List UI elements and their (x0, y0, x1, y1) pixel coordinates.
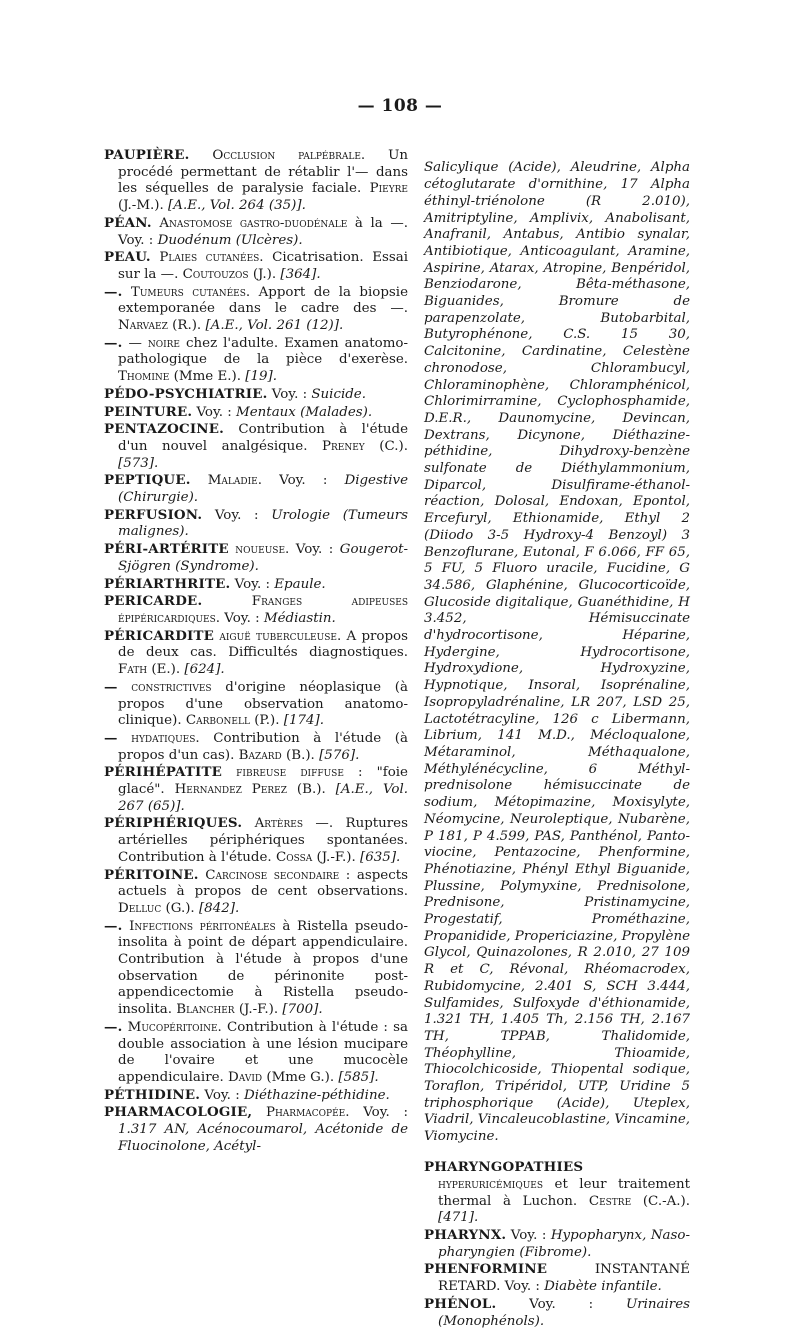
entry-author-initials: (Mme E.). (169, 369, 246, 385)
entry-text: Voy. : (202, 507, 272, 523)
entry-author-initials: (B.). (281, 747, 320, 763)
entry-text: Voy. : (267, 386, 312, 402)
entry-headword: PENTAZOCINE. (104, 421, 225, 438)
index-entry (104, 472, 408, 506)
entry-reference: [635]. (360, 849, 401, 865)
drug-list-continuation: Salicylique (Acide), Aleudrine, Alpha cétoglutarate d'ornithine, 17 Alpha éthinyl-triénolone (R 2.010), Amitriptyline, Amplivix, Anabolisant, Anafranil, Antabus, Antibio synalar, Antibiotique, Anticoagulant, Aramine, Aspirine, Atarax, Atropine, Benpéridol, Benziodarone, Bêta-méthasone, Biguanides, Bromure de parapenzolate, Butobarbital, Butyrophénone, C.S. 15 30, Calcitonine, Cardinatine, Celestène chronodose, Chlorambucyl, Chloraminophène, Chloramphénicol, Chlorimirramine, Cyclophosphamide, D.E.R., Daunomycine, Devincan, Dextrans, Dicynone, Diéthazine-péthidine, Dihydroxy-benzène sulfonate de Diéthylammonium, Diparcol, Disulfirame-éthanol- réaction, Dolosal, Endoxan, Epontol, Ercefuryl, Ethionamide, Ethyl 2 (Diiodo 3-5 Hydroxy-4 Benzoyl) 3 Benzoflurane, Eutonal, F 6.066, FF 65, 5 FU, 5 Fluoro uracile, Fucidine, G 34.586, Glaphénine, Glucocorticoïde, Glucoside digitalique, Guanéthidine, H 3.452, Hémisuccinate d'hydrocortisone, Héparine, Hydergine, Hydrocortisone, Hydroxydione, Hydroxyzine, Hypnotique, Insoral, Isoprénaline, Isopropyladrénaline, LR 207, LSD 25, Lactotétracyline, 126 c Libermann, Librium, 141 M.D., Mécloqualone, Métaraminol, Méthaqualone, Méthylénécycline, 6 Méthyl-prednisolone hémisuccinate de sodium, Métopimazine, Moxisylyte, Néomycine, Neuroleptique, Nubarène, P 181, P 4.599, PAS, Panthénol, Panto-viocine, Pentazocine, Phenformine, Phénotiazine, Phényl Ethyl Biguanide, Plussine, Polymyxine, Prednisolone, Prednisone, Pristinamycine, Progestatif, Prométhazine, Propanidide, Propericiazine, Propylène Glycol, Quinazolones, R 2.010, 27 109 R et C, Révonal, Rhéomacrodex, Rubidomycine, 2.401 S, SCH 3.444, Sulfamides, Sulfoxyde d'éthionamide, 1.321 TH, 1.405 Th, 2.156 TH, 2.167 TH, TPPAB, Thalidomide, Théophylline, Thioamide, Thiocolchicoside, Thiopental sodique, Toraflon, Tripéridol, UTP, Uridine 5 triphosphorique (Acide), Uteplex, Viadril, Vincaleucoblastine, Vincamine, Viomycine. (424, 160, 691, 1145)
entry-text: Contribution à l'étude d'un nouvel analgésique. (118, 422, 408, 454)
index-entry (104, 215, 408, 249)
entry-text: Voy. : (220, 610, 264, 626)
index-entry (424, 1227, 690, 1261)
index-entry (104, 867, 408, 918)
entry-subheading: Pharmacopée. (252, 1105, 350, 1121)
entry-headword: PÉRI-ARTÉRITE (104, 541, 229, 558)
index-entry (104, 764, 408, 815)
index-entry (104, 628, 408, 679)
entry-headword: PÉAN. (104, 214, 152, 231)
entry-reference: [700]. (282, 1002, 323, 1018)
entry-author-initials: (C.). (364, 438, 408, 454)
entry-text: à la —. Voy. : (118, 215, 408, 248)
index-entry (104, 335, 408, 386)
entry-reference: Hypopharynx, Naso-pharyngien (Fibrome). (438, 1228, 690, 1260)
entry-headword: PEAU. (104, 249, 151, 266)
entry-subheading: Infections péritonéales (122, 918, 276, 934)
index-entry (104, 421, 408, 472)
entry-author: Carbonell (185, 713, 250, 729)
entry-author: Pieyre (369, 181, 408, 197)
entry-reference: Mentaux (Malades). (236, 404, 373, 420)
entry-subheading: Occlusion palpébrale. (189, 148, 366, 163)
index-entry (104, 918, 408, 1019)
entry-author: Delluc (118, 900, 162, 916)
entry-reference: Urologie (Tumeurs malignes). (118, 507, 408, 540)
entry-subheading: Franges adipeuses épipéricardiques. (118, 594, 408, 626)
entry-author-initials: (E.). (147, 662, 185, 678)
entry-headword: PERICARDE. (104, 593, 203, 610)
entry-reference: [573]. (118, 455, 159, 471)
entry-headword: PÉRIPHÉRIQUES. (104, 815, 243, 832)
entry-headword: PÉRITOINE. (104, 866, 199, 883)
index-entry (104, 249, 408, 283)
entry-headword: —. (104, 283, 123, 300)
entry-text: et leur traitement thermal à Luchon. (438, 1176, 690, 1209)
entry-author: Bazard (238, 747, 282, 763)
index-entry (104, 386, 408, 404)
entry-headword: PHARMACOLOGIE, (104, 1104, 253, 1121)
entry-subheading: Artères (242, 816, 303, 832)
entry-author: Narvaez (118, 318, 168, 334)
entry-headword: PÉRIARTHRITE. (104, 575, 231, 592)
entry-reference: [A.E., Vol. 261 (12)]. (205, 318, 344, 334)
entry-reference: Diéthazine-péthidine. (243, 1087, 390, 1103)
entry-reference: [364]. (280, 266, 321, 282)
index-entry (424, 1159, 690, 1227)
entry-author-initials: (Mme G.). (262, 1069, 339, 1085)
entry-subheading: Carcinose secondaire : (198, 867, 351, 883)
entry-text: d'origine néoplasique (à propos d'une observation anatomo-clinique). (118, 679, 409, 729)
entry-subheading: hyperuricémiques (438, 1176, 544, 1192)
entry-reference: Urinaires (Monophénols). (438, 1296, 690, 1329)
entry-reference: Gougerot-Sjögren (Syndrome). (118, 542, 408, 574)
entry-text: Voy. : (192, 404, 237, 420)
entry-author-initials: (P.). (249, 713, 284, 729)
index-entry (424, 1261, 690, 1295)
entry-author-initials: (J.-F.). (312, 849, 361, 865)
index-entry (104, 730, 408, 764)
entry-subheading: Tumeurs cutanées. (122, 284, 251, 300)
entry-reference: 1.317 AN, Acénocoumarol, Acétonide de Fluocinolone, Acétyl- (118, 1122, 408, 1154)
entry-text: "foie glacé". (118, 765, 408, 798)
entry-headword: —. (104, 334, 123, 351)
entry-text: Voy. : (262, 473, 345, 489)
entry-headword: PHÉNOL. (424, 1295, 497, 1312)
entry-text: Voy. : (506, 1228, 551, 1244)
entry-author: Cossa (275, 849, 313, 865)
entry-headword: — (104, 729, 118, 746)
entry-subheading: constrictives (117, 679, 212, 695)
entry-text: INSTANTANÉ RETARD. Voy. : (438, 1262, 690, 1295)
index-entry (104, 815, 408, 866)
entry-headword: PEPTIQUE. (104, 472, 191, 489)
entry-reference: [471]. (438, 1210, 479, 1226)
entry-reference: [19]. (245, 369, 277, 385)
entry-text: à Ristella pseudo-insolita à point de départ appendiculaire. Contribution à l'étude à propos d'une observation de périnonite post-appendicectomie à Ristella pseudo-insolita. (118, 918, 408, 1018)
index-entry (104, 1019, 408, 1087)
entry-text: Voy. : (496, 1296, 626, 1312)
entry-text: Cicatrisation. Essai sur la —. (118, 250, 408, 282)
entry-text: Contribution à l'étude : sa double association à une lésion mucipare de l'ovaire et une mucocèle appendiculaire. (118, 1019, 408, 1085)
entry-reference: [842]. (198, 900, 240, 916)
entry-reference: [585]. (338, 1069, 379, 1085)
entry-reference: Digestive (Chirurgie). (118, 473, 409, 506)
index-entry (104, 147, 408, 215)
entry-reference: Médiastin. (263, 610, 336, 626)
index-entry (104, 593, 408, 627)
entry-text: Un procédé permettant de rétablir l'— dans les séquelles de paralysie faciale. (118, 148, 408, 197)
entry-author: Blancher (176, 1002, 235, 1018)
entry-reference: Suicide. (311, 386, 366, 402)
entry-reference: Duodénum (Ulcères). (157, 232, 303, 248)
entry-headword: PHARYNX. (424, 1227, 507, 1244)
entry-text: Voy. : (230, 576, 275, 592)
entry-reference: Diabète infantile. (544, 1279, 662, 1295)
entry-headword: PÉRICARDITE (104, 627, 215, 644)
entry-text: aspects actuels à propos de cent observations. (118, 867, 408, 900)
index-entry (104, 1087, 408, 1105)
entry-subheading: noueuse. (228, 542, 290, 558)
entry-author-initials: (B.). (287, 782, 336, 798)
entry-subheading: fibreuse diffuse : (222, 765, 363, 781)
entry-author-initials: (J.-M.). (118, 198, 169, 214)
index-entry (104, 507, 408, 541)
entry-headword: PEINTURE. (104, 403, 193, 420)
entry-author-initials: (R.). (167, 318, 206, 334)
left-column (104, 147, 408, 1155)
entry-author: Coutouzos (182, 266, 249, 282)
index-entry (104, 284, 408, 335)
entry-reference: [174]. (283, 713, 324, 729)
entry-author-initials: (G.). (161, 900, 199, 916)
entry-headword: PERFUSION. (104, 506, 203, 523)
entry-author: Preney (322, 438, 365, 454)
entry-headword: PHENFORMINE (424, 1261, 548, 1278)
entry-reference: [576]. (319, 747, 360, 763)
entry-text: A propos de deux cas. Difficultés diagnostiques. (118, 628, 408, 661)
entry-headword: PHARYNGOPATHIES (424, 1159, 584, 1176)
right-column-entries (424, 1159, 690, 1330)
page-number: — 108 — (357, 96, 443, 116)
entry-text: —. Ruptures artérielles périphériques spontanées. Contribution à l'étude. (118, 816, 408, 865)
entry-text: Apport de la biopsie extemporanée dans le cadre des —. (118, 284, 408, 317)
entry-author: Thomine (118, 369, 170, 385)
entry-author-initials: (J.). (248, 266, 281, 282)
entry-text: Contribution à l'étude (à propos d'un cas). (118, 730, 408, 763)
entry-subheading: — noire (122, 335, 181, 351)
entry-text: chez l'adulte. Examen anatomo-pathologique de la pièce d'exerèse. (118, 335, 408, 368)
entry-subheading: Plaies cutanées. (150, 250, 264, 266)
entry-headword: PÉTHIDINE. (104, 1086, 201, 1103)
entry-text: Voy. : (349, 1105, 408, 1121)
entry-author-initials: (C.-A.). (631, 1193, 691, 1209)
entry-subheading: Maladie. (190, 473, 263, 489)
entry-author: Fath (118, 662, 148, 678)
entry-text: Voy. : (289, 542, 340, 558)
entry-author: Hernandez Perez (174, 782, 287, 798)
entry-headword: PÉDO-PSYCHIATRIE. (104, 385, 268, 402)
entry-subheading: hydatiques. (117, 730, 200, 746)
entry-reference: [624]. (184, 662, 225, 678)
entry-author: Cestre (588, 1193, 632, 1209)
entry-author: David (228, 1069, 263, 1085)
entry-headword: PAUPIÈRE. (104, 147, 190, 163)
index-entry (104, 679, 408, 730)
index-entry (424, 1296, 690, 1330)
entry-author-initials: (J.-F.). (234, 1002, 283, 1018)
entry-reference: [A.E., Vol. 267 (65)]. (118, 782, 408, 814)
entry-subheading: aiguë tuberculeuse. (214, 628, 342, 644)
index-entry (104, 1104, 408, 1155)
entry-text: Voy. : (200, 1087, 244, 1103)
right-column (424, 147, 690, 1330)
entry-headword: —. (104, 917, 123, 934)
entry-headword: PÉRIHÉPATITE (104, 764, 223, 781)
entry-subheading: Mucopéritoine. (122, 1019, 222, 1035)
index-entry (104, 541, 408, 575)
index-entry (104, 404, 408, 422)
entry-reference: Epaule. (274, 576, 326, 592)
entry-reference: [A.E., Vol. 264 (35)]. (168, 198, 306, 214)
entry-subheading: Anastomose gastro-duodénale (151, 215, 348, 231)
entry-headword: —. (104, 1018, 123, 1035)
index-entry (104, 576, 408, 594)
entry-headword: — (104, 678, 118, 695)
